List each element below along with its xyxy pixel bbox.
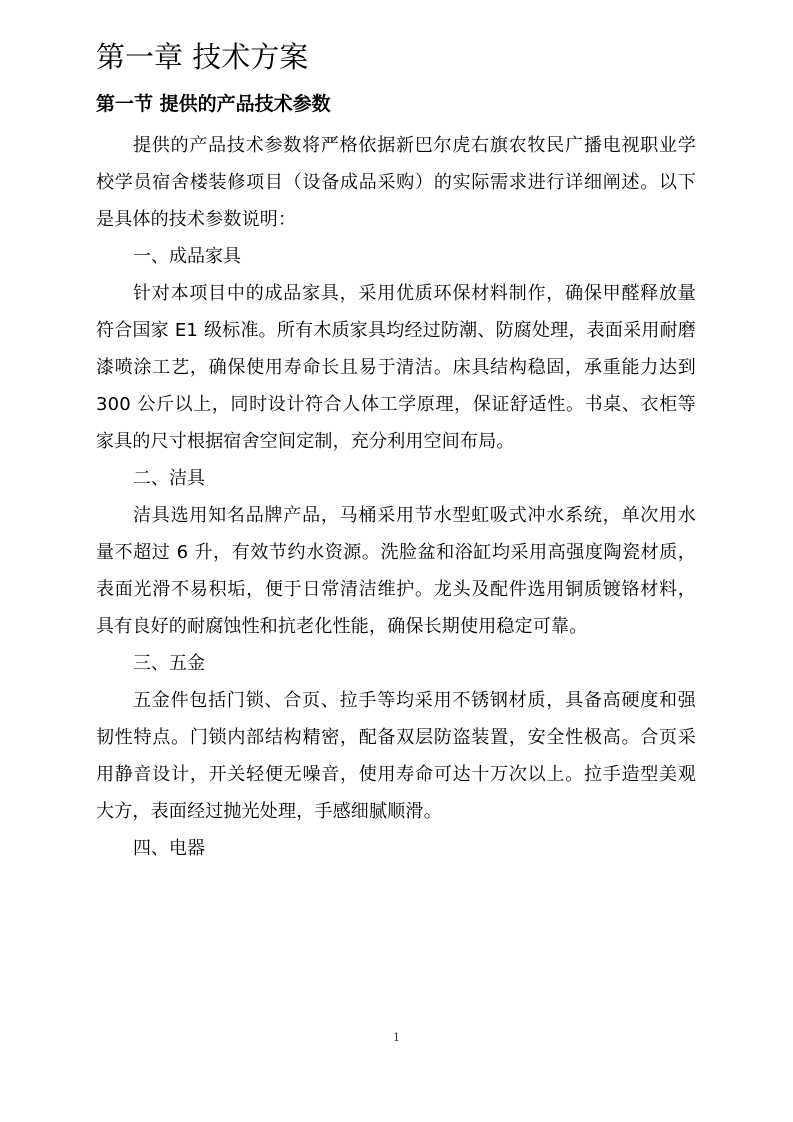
intro-paragraph: 提供的产品技术参数将严格依据新巴尔虎右旗农牧民广播电视职业学校学员宿舍楼装修项目（设备成品采购）的实际需求进行详细阐述。以下是具体的技术参数说明：: [96, 135, 696, 230]
sanitary-heading: 二、洁具: [133, 468, 205, 489]
furniture-paragraph: 针对本项目中的成品家具，采用优质环保材料制作，确保甲醛释放量符合国家 E1 级标准。所有木质家具均经过防潮、防腐处理，表面采用耐磨漆喷涂工艺，确保使用寿命长且易于清洁。床具结构稳固，承重能力达到 300 公斤以上，同时设计符合人体工学原理，保证舒适性。书桌、衣柜等家具的尺寸根据宿舍空间定制，充分利用空间布局。: [96, 283, 696, 452]
furniture-heading: 一、成品家具: [133, 246, 241, 267]
sanitary-paragraph: 洁具选用知名品牌产品，马桶采用节水型虹吸式冲水系统，单次用水量不超过 6 升，有效节约水资源。洗脸盆和浴缸均采用高强度陶瓷材质，表面光滑不易积垢，便于日常清洁维护。龙头及配件选用铜质镀铬材料，具有良好的耐腐蚀性和抗老化性能，确保长期使用稳定可靠。: [96, 505, 696, 637]
hardware-paragraph: 五金件包括门锁、合页、拉手等均采用不锈钢材质，具备高硬度和强韧性特点。门锁内部结构精密，配备双层防盗装置，安全性极高。合页采用静音设计，开关轻便无噪音，使用寿命可达十万次以上。拉手造型美观大方，表面经过抛光处理，手感细腻顺滑。: [96, 690, 696, 822]
page-number: 1: [393, 1031, 400, 1044]
page-content: [96, 36, 696, 867]
chapter-title: 第一章 技术方案: [96, 40, 309, 74]
hardware-heading: 三、五金: [133, 653, 205, 674]
appliances-heading: 四、电器: [133, 838, 205, 859]
section-title: 第一节 提供的产品技术参数: [96, 93, 331, 115]
